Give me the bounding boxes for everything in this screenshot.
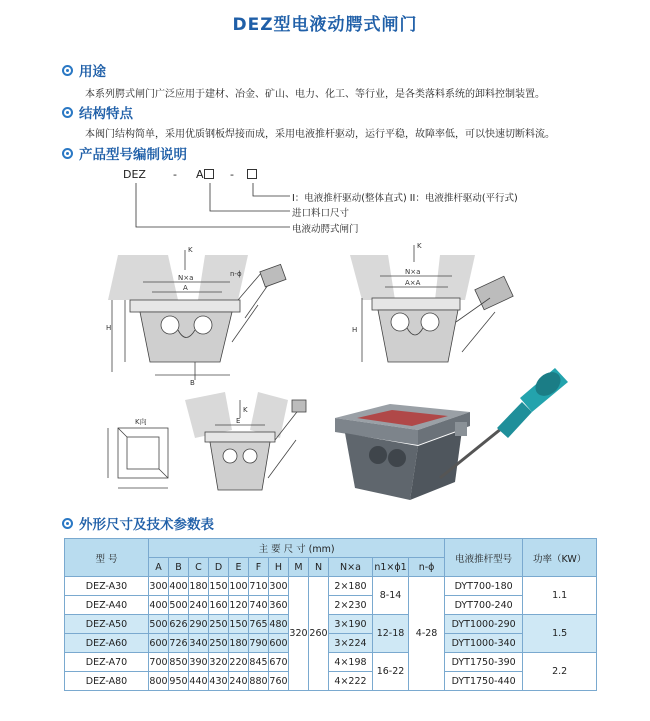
- cell-m-merged: 320: [289, 577, 309, 691]
- cell-h: 760: [269, 672, 289, 691]
- drawing-1-label-h: H: [106, 324, 112, 332]
- cell-d: 250: [209, 615, 229, 634]
- cell-nxa: 3×190: [329, 615, 373, 634]
- header-col-n1-phi1: n1×ϕ1: [373, 558, 409, 577]
- product-photo: [335, 367, 568, 500]
- cell-a: 800: [149, 672, 169, 691]
- cell-d: 320: [209, 653, 229, 672]
- cell-d: 150: [209, 577, 229, 596]
- section-table-title: 外形尺寸及技术参数表: [79, 517, 214, 533]
- model-code-mid-letter: A: [196, 168, 204, 181]
- header-dimensions: 主 要 尺 寸 (mm): [149, 539, 445, 558]
- cell-a: 300: [149, 577, 169, 596]
- cell-e: 240: [229, 672, 249, 691]
- drawing-1-label-nxa: N×a: [178, 274, 194, 282]
- header-col-a: A: [149, 558, 169, 577]
- cell-nxa: 4×222: [329, 672, 373, 691]
- header-col-nxa: N×a: [329, 558, 373, 577]
- cell-n1-phi1-merged: 8-14: [373, 577, 409, 615]
- cell-a: 600: [149, 634, 169, 653]
- header-power: 功率（KW）: [523, 539, 597, 577]
- drawing-2-label-k: K: [417, 242, 422, 250]
- cell-e: 100: [229, 577, 249, 596]
- cell-model: DEZ-A60: [65, 634, 149, 653]
- header-actuator: 电液推杆型号: [445, 539, 523, 577]
- table-row: [65, 672, 597, 691]
- header-col-n: N: [309, 558, 329, 577]
- model-legend-product-name: 电液动腭式闸门: [292, 224, 359, 235]
- cell-e: 220: [229, 653, 249, 672]
- cell-nxa: 2×230: [329, 596, 373, 615]
- cell-c: 340: [189, 634, 209, 653]
- drawing-type-2-front-view: [350, 245, 513, 362]
- drawing-2-label-h: H: [352, 326, 358, 334]
- cell-e: 150: [229, 615, 249, 634]
- cell-d: 430: [209, 672, 229, 691]
- model-legend-drive: I：电液推杆驱动(整体直式) II：电液推杆驱动(平行式): [292, 193, 518, 204]
- cell-e: 180: [229, 634, 249, 653]
- drawing-1-label-a: A: [183, 284, 188, 292]
- bullet-circle-icon: [62, 518, 73, 529]
- drawing-k-direction-view: [108, 428, 168, 488]
- cell-f: 710: [249, 577, 269, 596]
- header-col-c: C: [189, 558, 209, 577]
- section-model-title: 产品型号编制说明: [79, 147, 187, 163]
- header-col-f: F: [249, 558, 269, 577]
- cell-c: 390: [189, 653, 209, 672]
- drawing-4-label-e: E: [236, 417, 241, 425]
- drawing-3-label-k-dir: K向: [135, 418, 147, 426]
- cell-h: 600: [269, 634, 289, 653]
- section-table-heading: [62, 513, 214, 533]
- cell-actuator: DYT1750-440: [445, 672, 523, 691]
- cell-f: 740: [249, 596, 269, 615]
- cell-h: 300: [269, 577, 289, 596]
- table-row: [65, 577, 597, 596]
- cell-actuator: DYT700-240: [445, 596, 523, 615]
- section-structure-title: 结构特点: [79, 106, 133, 122]
- header-col-m: M: [289, 558, 309, 577]
- model-code-prefix: DEZ: [123, 168, 146, 181]
- cell-model: DEZ-A50: [65, 615, 149, 634]
- spec-table-header-row-1: [65, 539, 597, 558]
- cell-model: DEZ-A70: [65, 653, 149, 672]
- table-row: [65, 653, 597, 672]
- cell-b: 850: [169, 653, 189, 672]
- cell-actuator: DYT1750-390: [445, 653, 523, 672]
- cell-model: DEZ-A40: [65, 596, 149, 615]
- cell-power-merged: 1.1: [523, 577, 597, 615]
- cell-e: 120: [229, 596, 249, 615]
- cell-b: 726: [169, 634, 189, 653]
- cell-f: 765: [249, 615, 269, 634]
- model-code-dash-2: -: [230, 168, 234, 181]
- cell-c: 440: [189, 672, 209, 691]
- cell-b: 950: [169, 672, 189, 691]
- header-col-h: H: [269, 558, 289, 577]
- cell-d: 250: [209, 634, 229, 653]
- cell-n-merged: 260: [309, 577, 329, 691]
- cell-f: 880: [249, 672, 269, 691]
- header-col-e: E: [229, 558, 249, 577]
- cell-nxa: 4×198: [329, 653, 373, 672]
- drawing-2-label-axa: A×A: [405, 279, 421, 287]
- model-code-dash-1: -: [173, 168, 177, 181]
- cell-nxa: 2×180: [329, 577, 373, 596]
- cell-h: 360: [269, 596, 289, 615]
- cell-b: 400: [169, 577, 189, 596]
- cell-d: 160: [209, 596, 229, 615]
- cell-model: DEZ-A30: [65, 577, 149, 596]
- header-model: 型 号: [65, 539, 149, 577]
- cell-n1-phi1-merged: 16-22: [373, 653, 409, 691]
- drawing-type-1-front-view: [108, 250, 286, 380]
- header-col-d: D: [209, 558, 229, 577]
- spec-table: [64, 538, 597, 691]
- cell-c: 290: [189, 615, 209, 634]
- drawing-1-label-n-phi: n-ϕ: [230, 270, 242, 278]
- cell-actuator: DYT700-180: [445, 577, 523, 596]
- cell-b: 626: [169, 615, 189, 634]
- cell-power-merged: 1.5: [523, 615, 597, 653]
- cell-h: 670: [269, 653, 289, 672]
- cell-c: 240: [189, 596, 209, 615]
- header-col-n-phi: n-ϕ: [409, 558, 445, 577]
- page-title: DEZ型电液动腭式闸门: [232, 15, 418, 35]
- table-row: [65, 615, 597, 634]
- cell-h: 480: [269, 615, 289, 634]
- table-row: [65, 634, 597, 653]
- cell-a: 400: [149, 596, 169, 615]
- drawing-2-label-nxa: N×a: [405, 268, 421, 276]
- table-row: [65, 596, 597, 615]
- drawing-1-label-b: B: [190, 379, 195, 387]
- cell-actuator: DYT1000-340: [445, 634, 523, 653]
- header-col-b: B: [169, 558, 189, 577]
- cell-f: 790: [249, 634, 269, 653]
- model-legend-inlet-size: 进口料口尺寸: [292, 208, 350, 219]
- cell-a: 500: [149, 615, 169, 634]
- cell-power-merged: 2.2: [523, 653, 597, 691]
- cell-b: 500: [169, 596, 189, 615]
- cell-nxa: 3×224: [329, 634, 373, 653]
- structure-text: 本阀门结构简单，采用优质钢板焊接而成，采用电液推杆驱动，运行平稳，故障率低，可以快速切断料流。: [85, 129, 555, 140]
- drawing-4-label-k: K: [243, 406, 248, 414]
- cell-n1-phi1-merged: 12-18: [373, 615, 409, 653]
- section-usage-title: 用途: [79, 64, 106, 80]
- cell-actuator: DYT1000-290: [445, 615, 523, 634]
- usage-text: 本系列腭式闸门广泛应用于建材、冶金、矿山、电力、化工、等行业，是各类落料系统的卸料控制装置。: [85, 89, 545, 100]
- cell-a: 700: [149, 653, 169, 672]
- cell-f: 845: [249, 653, 269, 672]
- cell-c: 180: [189, 577, 209, 596]
- cell-model: DEZ-A80: [65, 672, 149, 691]
- cell-n-phi-merged: 4-28: [409, 577, 445, 691]
- drawing-1-label-k: K: [188, 246, 193, 254]
